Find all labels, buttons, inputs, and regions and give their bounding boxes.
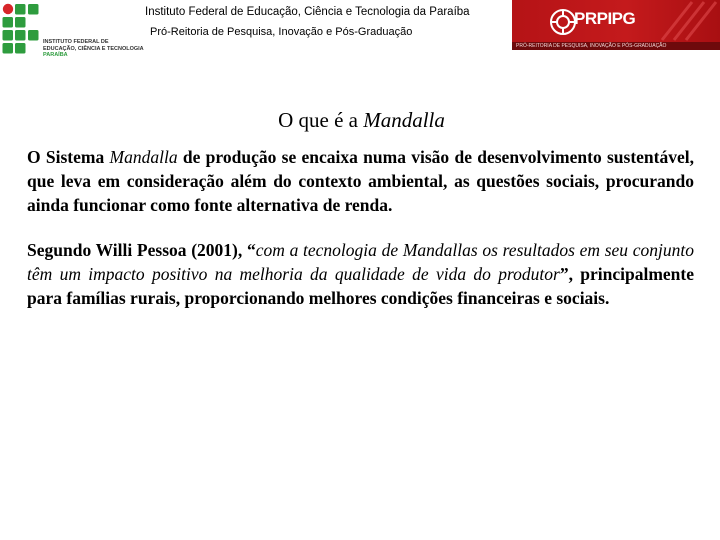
ifpb-logo-text: [43, 39, 144, 59]
logo-line-3: PARAÍBA: [43, 52, 68, 58]
banner-decoration: [652, 0, 720, 42]
ifpb-logo: [2, 3, 142, 61]
slide-header: [0, 0, 720, 64]
p2-quote: com a tecnologia de Mandallas os resultados em seu conjunto têm um impacto positivo na melhoria da qualidade de vida do produtor: [27, 240, 695, 284]
logo-line-1: INSTITUTO FEDERAL DE: [43, 39, 109, 45]
logo-line-2: EDUCAÇÃO, CIÊNCIA E TECNOLOGIA: [43, 45, 144, 52]
prpipg-name: PRPIPG: [574, 9, 636, 28]
institution-name: Instituto Federal de Educação, Ciência e Tecnologia da Paraíba: [145, 6, 470, 18]
p2-part3: ”, principalmente para famílias rurais, proporcionando melhores condições financeiras e sociais.: [27, 264, 694, 308]
paragraph-quote: [27, 238, 694, 310]
prpipg-emblem-icon: [549, 8, 577, 36]
prpipg-caption: PRÓ-REITORIA DE PESQUISA, INOVAÇÃO E PÓS-GRADUAÇÃO: [516, 43, 667, 49]
department-name: Pró-Reitoria de Pesquisa, Inovação e Pós-Graduação: [150, 26, 413, 38]
p1-part2: Mandalla: [109, 147, 178, 167]
ifpb-logo-grid-icon: [2, 3, 40, 59]
title-prefix: O que é a: [278, 108, 364, 132]
prpipg-banner: [512, 0, 720, 50]
p2-part1: Segundo Willi Pessoa (2001), “: [27, 240, 256, 260]
title-italic: Mandalla: [363, 108, 445, 132]
p1-part1: O Sistema: [27, 147, 110, 167]
p1-part3: de produção se encaixa numa visão de desenvolvimento sustentável, que leva em consideração além do contexto ambiental, as questões sociais, procurando ainda funcionar como fonte alternativa de renda.: [27, 147, 694, 215]
paragraph-definition: [27, 145, 694, 217]
slide-title: [0, 108, 720, 133]
